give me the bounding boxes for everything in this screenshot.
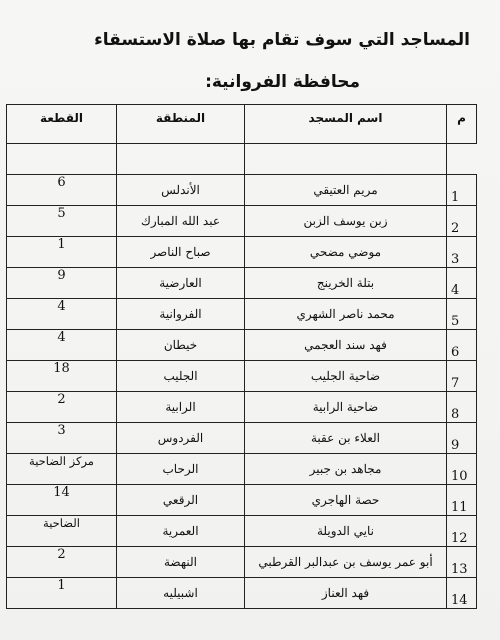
mosque-name: فهد العناز: [245, 578, 447, 609]
column-header-name: اسم المسجد: [245, 105, 447, 144]
area-name: العارضية: [117, 268, 245, 299]
table-row: [7, 206, 477, 237]
table-row: [7, 268, 477, 299]
plot-number: 5: [7, 206, 117, 237]
mosque-name: بتلة الخرينج: [245, 268, 447, 299]
row-number: 12: [447, 516, 477, 547]
area-name: الرحاب: [117, 454, 245, 485]
plot-number: 1: [7, 237, 117, 268]
column-header-plot: القطعة: [7, 105, 117, 144]
table-row: [7, 361, 477, 392]
row-number: 1: [447, 175, 477, 206]
mosque-name: ضاحية الجليب: [245, 361, 447, 392]
row-number: 9: [447, 423, 477, 454]
row-number: 7: [447, 361, 477, 392]
row-number: 4: [447, 268, 477, 299]
row-number: 14: [447, 578, 477, 609]
row-number: 10: [447, 454, 477, 485]
row-number: 5: [447, 299, 477, 330]
table-row: [7, 237, 477, 268]
area-name: الجليب: [117, 361, 245, 392]
mosque-name: موضي مضحي: [245, 237, 447, 268]
area-name: الأندلس: [117, 175, 245, 206]
governorate-heading: محافظة الفروانية:: [205, 72, 360, 92]
table-row: [7, 454, 477, 485]
table-row: [7, 392, 477, 423]
table-row: [7, 299, 477, 330]
mosque-name: فهد سند العجمي: [245, 330, 447, 361]
table-row: [7, 423, 477, 454]
plot-number: 1: [7, 578, 117, 609]
row-number: 3: [447, 237, 477, 268]
plot-number: 9: [7, 268, 117, 299]
mosque-name: حصة الهاجري: [245, 485, 447, 516]
mosque-name: مريم العتيقي: [245, 175, 447, 206]
row-number: 8: [447, 392, 477, 423]
plot-number: 3: [7, 423, 117, 454]
area-name: عبد الله المبارك: [117, 206, 245, 237]
plot-number: مركز الضاحية: [7, 454, 117, 485]
mosque-name: نايي الدويلة: [245, 516, 447, 547]
mosque-name: زبن يوسف الزبن: [245, 206, 447, 237]
header-gap: [7, 144, 477, 175]
mosque-name: محمد ناصر الشهري: [245, 299, 447, 330]
row-number: 13: [447, 547, 477, 578]
plot-number: 2: [7, 392, 117, 423]
table-row: [7, 175, 477, 206]
row-number: 11: [447, 485, 477, 516]
mosque-name: العلاء بن عقبة: [245, 423, 447, 454]
area-name: العمرية: [117, 516, 245, 547]
plot-number: 4: [7, 299, 117, 330]
page-title: المساجد التي سوف تقام بها صلاة الاستسقاء: [94, 30, 470, 50]
plot-number: 18: [7, 361, 117, 392]
table-header-row: [7, 105, 477, 144]
area-name: الفردوس: [117, 423, 245, 454]
mosque-name: أبو عمر يوسف بن عبدالبر القرطبي: [245, 547, 447, 578]
table-row: [7, 485, 477, 516]
row-number: 6: [447, 330, 477, 361]
table-row: [7, 516, 477, 547]
table-row: [7, 578, 477, 609]
plot-number: الضاحية: [7, 516, 117, 547]
column-header-num: م: [447, 105, 477, 144]
area-name: النهضة: [117, 547, 245, 578]
plot-number: 2: [7, 547, 117, 578]
row-number: 2: [447, 206, 477, 237]
plot-number: 6: [7, 175, 117, 206]
area-name: اشبيليه: [117, 578, 245, 609]
area-name: الرقعي: [117, 485, 245, 516]
plot-number: 14: [7, 485, 117, 516]
table-body: [7, 144, 477, 609]
mosque-name: مجاهد بن جبير: [245, 454, 447, 485]
area-name: صباح الناصر: [117, 237, 245, 268]
area-name: خيطان: [117, 330, 245, 361]
area-name: الفروانية: [117, 299, 245, 330]
plot-number: 4: [7, 330, 117, 361]
mosques-table: [6, 104, 477, 609]
table-row: [7, 547, 477, 578]
column-header-area: المنطقة: [117, 105, 245, 144]
table-row: [7, 330, 477, 361]
mosque-name: ضاحية الرابية: [245, 392, 447, 423]
area-name: الرابية: [117, 392, 245, 423]
